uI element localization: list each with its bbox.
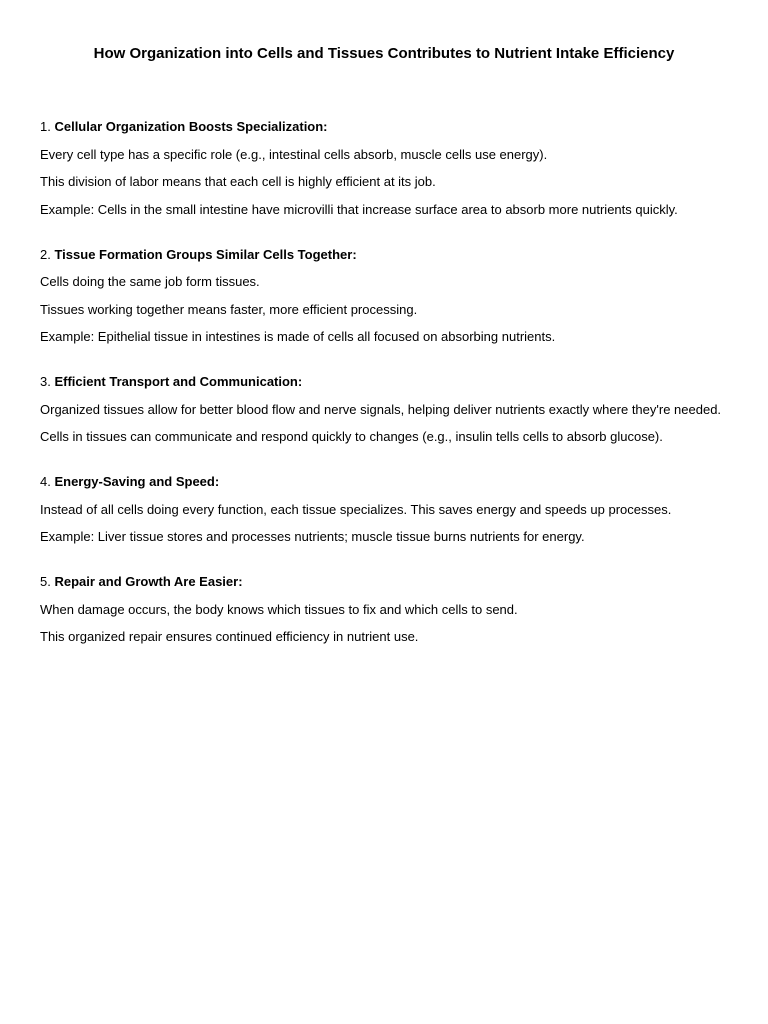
- section-paragraph: When damage occurs, the body knows which tissues to fix and which cells to send.: [40, 601, 518, 617]
- section-paragraph: This organized repair ensures continued efficiency in nutrient use.: [40, 629, 419, 644]
- section-paragraph: Cells in tissues can communicate and respond quickly to changes (e.g., insulin tells cells to absorb glucose).: [40, 429, 663, 444]
- section-paragraph: Cells doing the same job form tissues.: [40, 274, 260, 289]
- section-paragraph: This division of labor means that each cell is highly efficient at its job.: [40, 174, 436, 189]
- section-number: 2.: [40, 246, 51, 262]
- section-heading-text: Repair and Growth Are Easier:: [54, 574, 243, 589]
- section-heading-text: Energy-Saving and Speed:: [54, 474, 220, 489]
- section-paragraph: Tissues working together means faster, more efficient processing.: [40, 301, 418, 317]
- section-paragraph: Organized tissues allow for better blood flow and nerve signals, helping deliver nutrients exactly where they're needed.: [40, 401, 722, 417]
- section-1: [40, 118, 740, 219]
- section-number: 5.: [40, 574, 51, 589]
- section-number: 3.: [40, 374, 51, 389]
- section-heading-text: Efficient Transport and Communication:: [54, 374, 303, 389]
- section-3: [40, 373, 740, 446]
- section-heading: [40, 473, 740, 491]
- section-paragraph: Example: Liver tissue stores and processes nutrients; muscle tissue burns nutrients for energy.: [40, 529, 585, 544]
- section-heading: [40, 246, 740, 264]
- section-heading: [40, 373, 740, 391]
- section-list: [40, 118, 740, 673]
- section-paragraph: Instead of all cells doing every function, each tissue specializes. This saves energy and speeds up processes.: [40, 501, 672, 517]
- section-number: 1.: [40, 119, 51, 134]
- section-paragraph: Example: Cells in the small intestine have microvilli that increase surface area to absorb more nutrients quickly.: [40, 201, 678, 217]
- section-heading-text: Cellular Organization Boosts Specialization:: [54, 119, 328, 134]
- section-paragraph: Example: Epithelial tissue in intestines is made of cells all focused on absorbing nutrients.: [40, 329, 556, 344]
- section-heading: [40, 573, 740, 591]
- section-heading: [40, 118, 740, 136]
- section-5: [40, 573, 740, 646]
- document-title: How Organization into Cells and Tissues Contributes to Nutrient Intake Efficiency: [93, 45, 675, 62]
- section-heading-text: Tissue Formation Groups Similar Cells Together:: [54, 246, 357, 262]
- section-paragraph: Every cell type has a specific role (e.g., intestinal cells absorb, muscle cells use energy).: [40, 146, 548, 162]
- section-2: [40, 246, 740, 347]
- section-number: 4.: [40, 474, 51, 489]
- section-4: [40, 473, 740, 546]
